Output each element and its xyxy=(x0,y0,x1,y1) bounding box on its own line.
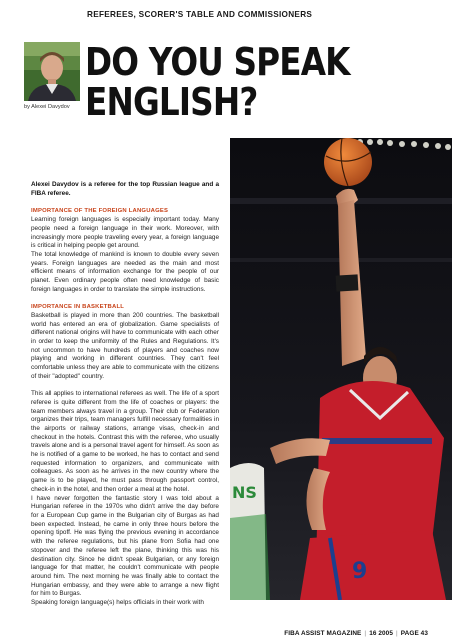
article-body xyxy=(31,181,219,608)
page-title xyxy=(85,40,350,124)
intro-text: Alexei Davydov is a referee for the top Russian league and a FIBA referee. xyxy=(31,181,219,197)
section-heading-languages: IMPORTANCE OF THE FOREIGN LANGUAGES xyxy=(31,208,169,215)
paragraph: Basketball is played in more than 200 countries. The basketball world has entered an era of globalization. Game specialists of different national origins will have to communicate with each other in order to keep the uniformity of the Rules and Regulations. It's not uncommon to have hundreds of players and coaches now playing and working in different countries. They can't feel comfortable unless they are able to communicate with the citizens of their "adopted" country. xyxy=(31,311,219,380)
basketball-photo xyxy=(230,138,452,600)
page-number: PAGE 43 xyxy=(400,630,428,637)
divider: | xyxy=(396,630,398,637)
title-line-1: DO YOU SPEAK xyxy=(85,40,350,84)
divider: | xyxy=(364,630,367,637)
paragraph: The total knowledge of mankind is known to double every seven years. Foreign languages are needed as the main and most efficient means of information exchange for the people of our planet. Even ordinary people often need knowledge of basic foreign languages in order to translate the simple instructions. xyxy=(31,250,219,293)
paragraph: This all applies to international referees as well. The life of a sport referee is quite different from the life of coaches or players: the team members always travel in a group. Their club or Federation organizes their trips, team managers fulfill necessary formalities in the airports or railway stations, arrange visas, check-in and checkout in the hotels. Contrast this with the referee, who usually travels alone and is a personal travel agent for himself. As soon as he is notified of a game to be worked, he has to contact and send requested information to organizers, and communicate with colleagues. As soon as he arrives in the new country where the game is to be played, he must pass through passport control, check-in in the hotel, and then order a meal at the hotel. xyxy=(31,390,219,493)
magazine-name: FIBA ASSIST MAGAZINE xyxy=(284,630,362,637)
paragraph: Learning foreign languages is especially important today. Many people need a foreign language in their work. Moreover, with increasingly more people traveling every year, a foreign language is critical in helping people get around. xyxy=(31,216,219,250)
title-line-2: ENGLISH? xyxy=(85,80,258,124)
section-heading-basketball: IMPORTANCE IN BASKETBALL xyxy=(31,304,125,311)
svg-text:9: 9 xyxy=(352,559,368,584)
author-photo xyxy=(24,42,80,101)
byline: by Alexei Davydov xyxy=(24,104,70,110)
paragraph: I have never forgotten the fantastic story I was told about a Hungarian referee in the 1970s who didn't arrive the day before for a European Cup game in the Bulgarian city of Burgas as had been expected. Instead, he came in only three hours before the opening tipoff. He was flying the previous evening in accordance with the referee regulations, but his plane from Sofia had one stopover and the referee left the plane, thinking this was his destination city. Since he didn't speak Bulgarian, or any foreign language for that matter, he couldn't communicate with people around him. The next morning he was finally able to contact the Hungarian embassy, and they were able to arrange a new flight for him to Burgas. xyxy=(31,494,219,598)
paragraph: Speaking foreign language(s) helps officials in their work with xyxy=(31,599,204,607)
page-footer xyxy=(284,630,428,637)
issue-number: 16 2005 xyxy=(369,630,393,637)
section-label: REFEREES, SCORER'S TABLE AND COMMISSIONERS xyxy=(87,10,313,19)
svg-text:NS: NS xyxy=(232,483,257,502)
